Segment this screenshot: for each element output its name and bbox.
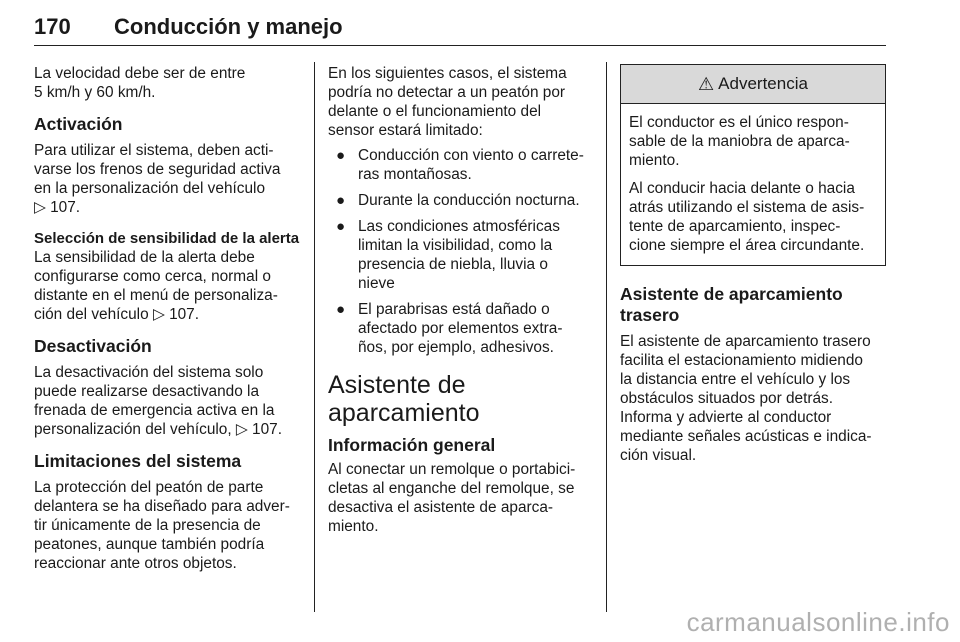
page-header bbox=[34, 14, 343, 40]
list-item: ● Durante la conducción nocturna. bbox=[336, 192, 580, 209]
heading-activacion: Activación bbox=[34, 114, 123, 134]
limitaciones-paragraph: La protección del peatón de parte delantera se ha diseñado para adver- tir únicamente de la presencia de peatones, aunque también podría reaccionar ante otros objetos. bbox=[34, 479, 290, 572]
bullet-icon: ● bbox=[336, 147, 346, 164]
heading-limitaciones: Limitaciones del sistema bbox=[34, 451, 242, 471]
page-reference-arrow-icon: ▷ bbox=[34, 199, 46, 216]
column-divider bbox=[606, 62, 607, 612]
page-reference-arrow-icon: ▷ bbox=[235, 421, 248, 438]
desactivacion-paragraph: La desactivación del sistema solo puede realizarse desactivando la frenada de emergencia activa en la personalización del vehículo, ▷ 107. bbox=[34, 364, 283, 438]
page-reference-arrow-icon: ▷ bbox=[152, 306, 165, 323]
chapter-title: Conducción y manejo bbox=[114, 14, 343, 39]
activacion-paragraph: Para utilizar el sistema, deben acti- varse los frenos de seguridad activa en la personalización del vehículo ▷ 107. bbox=[34, 142, 281, 216]
header-rule bbox=[34, 45, 886, 46]
informacion-paragraph: Al conectar un remolque o portabici- cletas al enganche del remolque, se desactiva el asistente de aparca- miento. bbox=[328, 461, 576, 535]
list-item: ● El parabrisas está dañado o afectado por elementos extra- ños, por ejemplo, adhesivos. bbox=[336, 301, 563, 356]
warning-header bbox=[621, 65, 885, 104]
section-title: Asistente de aparcamiento bbox=[328, 371, 480, 427]
asistente-trasero-paragraph: El asistente de aparcamiento trasero facilita el estacionamiento midiendo la distancia entre el vehículo y los obstáculos situados por detrás. Informa y advierte al conductor mediante señales acústicas e indica- ción visual. bbox=[620, 333, 872, 464]
warning-title: Advertencia bbox=[718, 74, 808, 93]
list-item: ● Las condiciones atmosféricas limitan la visibilidad, como la presencia de niebla, lluvia o nieve bbox=[336, 218, 560, 292]
page-ref-link[interactable]: 107. bbox=[169, 306, 200, 323]
page-ref-link[interactable]: 107. bbox=[50, 199, 81, 216]
page-number: 170 bbox=[34, 14, 71, 39]
intro-paragraph: La velocidad debe ser de entre 5 km/h y 60 km/h. bbox=[34, 65, 246, 101]
column-3 bbox=[620, 64, 886, 474]
list-item: ● Conducción con viento o carrete- ras montañosas. bbox=[336, 147, 584, 183]
watermark: carmanualsonline.info bbox=[686, 607, 950, 637]
page-ref-link[interactable]: 107. bbox=[252, 421, 283, 438]
bullet-icon: ● bbox=[336, 218, 346, 235]
warning-paragraph: El conductor es el único respon- sable de la maniobra de aparca- miento. bbox=[629, 114, 850, 169]
warning-triangle-icon: ⚠ bbox=[698, 73, 715, 94]
sensibilidad-paragraph: La sensibilidad de la alerta debe configurarse como cerca, normal o distante en el menú de personaliza- ción del vehículo ▷ 107. bbox=[34, 249, 278, 323]
heading-desactivacion: Desactivación bbox=[34, 336, 152, 356]
column-1 bbox=[34, 64, 302, 582]
heading-sensibilidad: Selección de sensibilidad de la alerta bbox=[34, 230, 300, 247]
conditions-list bbox=[328, 146, 590, 357]
warning-body bbox=[621, 104, 885, 265]
bullet-icon: ● bbox=[336, 301, 346, 318]
heading-asistente-trasero: Asistente de aparcamiento trasero bbox=[620, 284, 843, 325]
column-2 bbox=[328, 64, 590, 545]
column-divider bbox=[314, 62, 315, 612]
conditions-intro: En los siguientes casos, el sistema podría no detectar a un peatón por delante o el funcionamiento del sensor estará limitado: bbox=[328, 65, 567, 139]
warning-paragraph: Al conducir hacia delante o hacia atrás utilizando el sistema de asis- tente de aparcamiento, inspec- cione siempre el área circundante. bbox=[629, 180, 865, 254]
bullet-icon: ● bbox=[336, 192, 346, 209]
subheading-informacion: Información general bbox=[328, 435, 496, 455]
warning-box bbox=[620, 64, 886, 266]
